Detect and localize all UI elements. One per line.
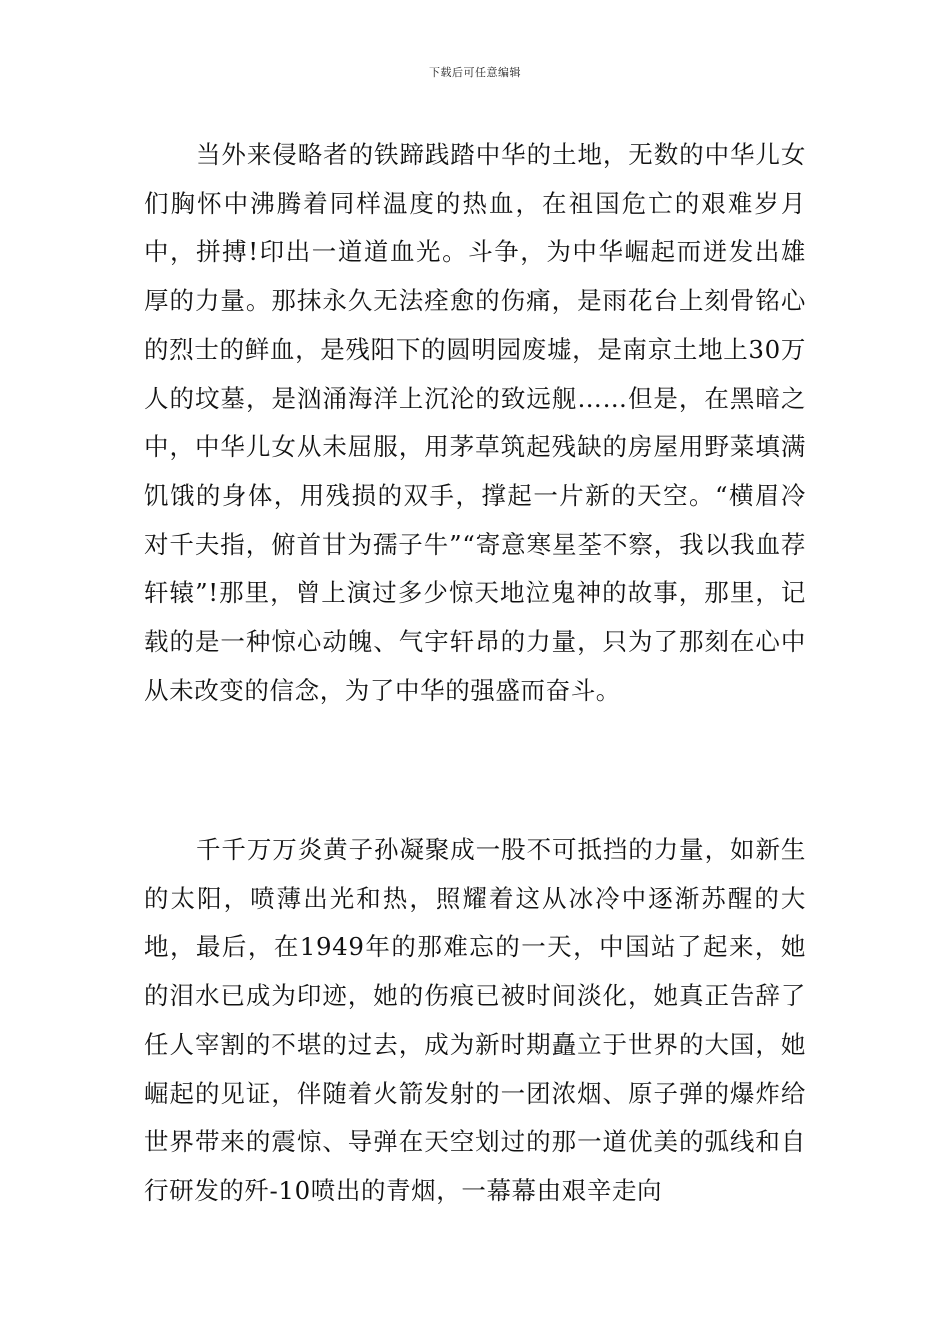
paragraph: 当外来侵略者的铁蹄践踏中华的土地，无数的中华儿女们胸怀中沸腾着同样温度的热血，在祖国危亡的艰难岁月中，拼搏!印出一道道血光。斗争，为中华崛起而迸发出雄厚的力量。那抹永久无法痊愈的伤痛，是雨花台上刻骨铭心的烈士的鲜血，是残阳下的圆明园废墟，是南京土地上30万人的坟墓，是汹涌海洋上沉沦的致远舰……但是，在黑暗之中，中华儿女从未屈服，用茅草筑起残缺的房屋用野菜填满饥饿的身体，用残损的双手，撑起一片新的天空。“横眉冷对千夫指，俯首甘为孺子牛”“寄意寒星荃不察，我以我血荐轩辕”!那里，曾上演过多少惊天地泣鬼神的故事，那里，记载的是一种惊心动魄、气宇轩昂的力量，只为了那刻在心中从未改变的信念，为了中华的强盛而奋斗。	[144, 140, 806, 705]
paragraph: 千千万万炎黄子孙凝聚成一股不可抵挡的力量，如新生的太阳，喷薄出光和热，照耀着这从冰冷中逐渐苏醒的大地，最后，在1949年的那难忘的一天，中国站了起来，她的泪水已成为印迹，她的伤痕已被时间淡化，她真正告辞了任人宰割的不堪的过去，成为新时期矗立于世界的大国，她崛起的见证，伴随着火箭发射的一团浓烟、原子弹的爆炸给世界带来的震惊、导弹在天空划过的那一道优美的弧线和自行研发的歼-10喷出的青烟，一幕幕由艰辛走向	[144, 835, 806, 1205]
page-header: 下载后可任意编辑	[429, 66, 521, 79]
